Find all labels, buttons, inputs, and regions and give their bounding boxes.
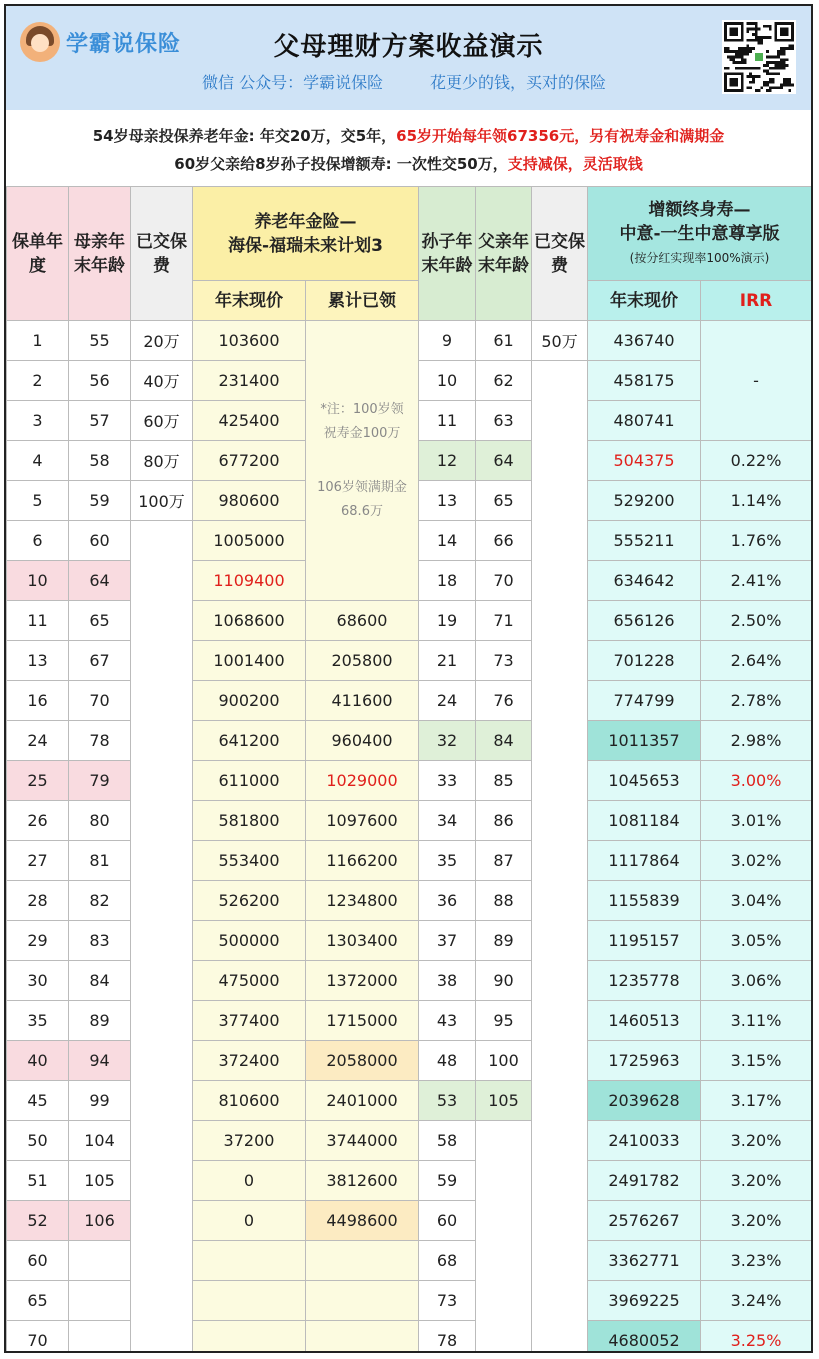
cell-life-cash-value: 3362771 xyxy=(588,1241,701,1281)
cell-irr: 3.05% xyxy=(701,921,812,961)
cell-father-age: 70 xyxy=(476,561,532,601)
cell-policy-year: 2 xyxy=(7,361,69,401)
cell-annuity-cash-value: 372400 xyxy=(193,1041,306,1081)
cell-grandson-age: 11 xyxy=(419,401,476,441)
intro-line-1-highlight: 65岁开始每年领67356元，另有祝寿金和满期金 xyxy=(396,127,725,145)
cell-annuity-cumulative: 3744000 xyxy=(306,1121,419,1161)
cell-life-cash-value: 656126 xyxy=(588,601,701,641)
cell-policy-year: 52 xyxy=(7,1201,69,1241)
cell-grandson-age: 34 xyxy=(419,801,476,841)
cell-life-cash-value: 2576267 xyxy=(588,1201,701,1241)
table-row xyxy=(7,1041,812,1081)
cell-policy-year: 25 xyxy=(7,761,69,801)
cell-irr: 2.98% xyxy=(701,721,812,761)
cell-life-cash-value: 774799 xyxy=(588,681,701,721)
cell-irr-dash: - xyxy=(701,321,812,441)
cell-mother-age: 80 xyxy=(69,801,131,841)
table-row xyxy=(7,1201,812,1241)
cell-annuity-cash-value: 475000 xyxy=(193,961,306,1001)
cell-annuity-cash-value xyxy=(193,1321,306,1354)
cell-life-cash-value: 480741 xyxy=(588,401,701,441)
cell-mother-age: 60 xyxy=(69,521,131,561)
cell-father-age: 62 xyxy=(476,361,532,401)
cell-mother-age: 56 xyxy=(69,361,131,401)
intro-line-1-text: 54岁母亲投保养老年金: 年交20万，交5年， xyxy=(92,127,397,145)
cell-annuity-cash-value xyxy=(193,1241,306,1281)
cell-policy-year: 35 xyxy=(7,1001,69,1041)
cell-annuity-cumulative: 1097600 xyxy=(306,801,419,841)
cell-irr: 3.17% xyxy=(701,1081,812,1121)
cell-grandson-age: 14 xyxy=(419,521,476,561)
table-row xyxy=(7,1081,812,1121)
cell-life-cash-value: 1081184 xyxy=(588,801,701,841)
cell-grandson-age: 36 xyxy=(419,881,476,921)
cell-annuity-cash-value: 1005000 xyxy=(193,521,306,561)
cell-annuity-cash-value: 611000 xyxy=(193,761,306,801)
table-row xyxy=(7,1121,812,1161)
header-father-age: 父亲年末年龄 xyxy=(476,187,532,321)
cell-annuity-cumulative: 205800 xyxy=(306,641,419,681)
cell-father-age: 65 xyxy=(476,481,532,521)
cell-annuity-note xyxy=(306,321,419,601)
cell-grandson-age: 12 xyxy=(419,441,476,481)
cell-irr: 3.02% xyxy=(701,841,812,881)
header-paid-premium-2: 已交保费 xyxy=(532,187,588,321)
cell-irr: 3.20% xyxy=(701,1161,812,1201)
cell-policy-year: 30 xyxy=(7,961,69,1001)
cell-mother-age: 99 xyxy=(69,1081,131,1121)
cell-mother-age xyxy=(69,1241,131,1281)
cell-irr: 3.01% xyxy=(701,801,812,841)
cell-life-cash-value: 701228 xyxy=(588,641,701,681)
cell-mother-age: 84 xyxy=(69,961,131,1001)
cell-grandson-age: 37 xyxy=(419,921,476,961)
table-row xyxy=(7,1161,812,1201)
cell-annuity-cash-value: 500000 xyxy=(193,921,306,961)
cell-annuity-cash-value: 581800 xyxy=(193,801,306,841)
cell-father-age: 89 xyxy=(476,921,532,961)
cell-father-age: 105 xyxy=(476,1081,532,1121)
cell-life-cash-value: 2491782 xyxy=(588,1161,701,1201)
cell-father-age: 87 xyxy=(476,841,532,881)
cell-mother-age: 70 xyxy=(69,681,131,721)
cell-life-cash-value: 529200 xyxy=(588,481,701,521)
cell-grandson-age: 53 xyxy=(419,1081,476,1121)
cell-grandson-age: 73 xyxy=(419,1281,476,1321)
cell-father-age: 90 xyxy=(476,961,532,1001)
cell-irr: 2.41% xyxy=(701,561,812,601)
cell-grandson-age: 13 xyxy=(419,481,476,521)
table-row xyxy=(7,1321,812,1354)
cell-annuity-cumulative xyxy=(306,1281,419,1321)
cell-mother-age: 78 xyxy=(69,721,131,761)
cell-annuity-cash-value: 810600 xyxy=(193,1081,306,1121)
cell-annuity-cash-value: 0 xyxy=(193,1161,306,1201)
cell-paid-premium-1: 20万 xyxy=(131,321,193,361)
table-row xyxy=(7,921,812,961)
cell-mother-age: 94 xyxy=(69,1041,131,1081)
cell-father-age-empty xyxy=(476,1121,532,1354)
cell-father-age: 88 xyxy=(476,881,532,921)
cell-grandson-age: 32 xyxy=(419,721,476,761)
benefit-table xyxy=(6,186,812,1353)
cell-annuity-cash-value: 1001400 xyxy=(193,641,306,681)
cell-irr: 2.78% xyxy=(701,681,812,721)
life-title-line1: 增额终身寿— xyxy=(648,199,751,220)
cell-grandson-age: 78 xyxy=(419,1321,476,1354)
cell-life-cash-value: 436740 xyxy=(588,321,701,361)
cell-life-cash-value: 555211 xyxy=(588,521,701,561)
intro-line-2-highlight: 支持减保，灵活取钱 xyxy=(507,155,643,173)
cell-mother-age: 105 xyxy=(69,1161,131,1201)
table-row xyxy=(7,881,812,921)
cell-policy-year: 26 xyxy=(7,801,69,841)
cell-irr: 2.64% xyxy=(701,641,812,681)
header-life-cash-value: 年末现价 xyxy=(588,281,701,321)
table-row xyxy=(7,321,812,361)
cell-irr: 3.23% xyxy=(701,1241,812,1281)
brand-name: 学霸说保险 xyxy=(66,31,182,57)
cell-life-cash-value: 504375 xyxy=(588,441,701,481)
cell-annuity-cash-value: 641200 xyxy=(193,721,306,761)
cell-annuity-cash-value: 677200 xyxy=(193,441,306,481)
cell-irr: 3.11% xyxy=(701,1001,812,1041)
table-row xyxy=(7,721,812,761)
cell-mother-age: 59 xyxy=(69,481,131,521)
cell-paid-premium-1-empty xyxy=(131,521,193,1354)
cell-policy-year: 27 xyxy=(7,841,69,881)
cell-annuity-cumulative: 2058000 xyxy=(306,1041,419,1081)
cell-annuity-cash-value: 0 xyxy=(193,1201,306,1241)
cell-mother-age xyxy=(69,1321,131,1354)
table-row xyxy=(7,841,812,881)
cell-paid-premium-1: 60万 xyxy=(131,401,193,441)
table-row xyxy=(7,681,812,721)
cell-grandson-age: 48 xyxy=(419,1041,476,1081)
cell-grandson-age: 58 xyxy=(419,1121,476,1161)
cell-annuity-cash-value: 900200 xyxy=(193,681,306,721)
annuity-title-line1: 养老年金险— xyxy=(254,211,357,232)
table-row xyxy=(7,961,812,1001)
cell-grandson-age: 38 xyxy=(419,961,476,1001)
table-row xyxy=(7,1001,812,1041)
cell-paid-premium-2: 50万 xyxy=(532,321,588,361)
cell-life-cash-value: 634642 xyxy=(588,561,701,601)
cell-irr: 1.76% xyxy=(701,521,812,561)
intro-line-2 xyxy=(6,150,811,178)
header-policy-year: 保单年度 xyxy=(7,187,69,321)
cell-paid-premium-1: 80万 xyxy=(131,441,193,481)
page-frame xyxy=(4,4,813,1353)
header-paid-premium-1: 已交保费 xyxy=(131,187,193,321)
intro-line-2-text: 60岁父亲给8岁孙子投保增额寿: 一次性交50万， xyxy=(174,155,508,173)
page-title: 父母理财方案收益演示 xyxy=(273,32,544,62)
cell-policy-year: 65 xyxy=(7,1281,69,1321)
cell-annuity-cash-value: 526200 xyxy=(193,881,306,921)
cell-life-cash-value: 1045653 xyxy=(588,761,701,801)
cell-annuity-cumulative: 1166200 xyxy=(306,841,419,881)
cell-life-cash-value: 1155839 xyxy=(588,881,701,921)
cell-life-cash-value: 3969225 xyxy=(588,1281,701,1321)
cell-mother-age: 82 xyxy=(69,881,131,921)
cell-annuity-cash-value: 377400 xyxy=(193,1001,306,1041)
cell-life-cash-value: 1011357 xyxy=(588,721,701,761)
cell-life-cash-value: 4680052 xyxy=(588,1321,701,1354)
cell-mother-age: 83 xyxy=(69,921,131,961)
header-irr: IRR xyxy=(701,281,812,321)
cell-annuity-cash-value: 37200 xyxy=(193,1121,306,1161)
cell-irr: 3.20% xyxy=(701,1201,812,1241)
cell-annuity-cash-value: 553400 xyxy=(193,841,306,881)
note-maturity-benefit: 106岁领满期金68.6万 xyxy=(317,479,407,519)
cell-irr: 3.24% xyxy=(701,1281,812,1321)
cell-grandson-age: 9 xyxy=(419,321,476,361)
cell-annuity-cumulative: 1715000 xyxy=(306,1001,419,1041)
cell-annuity-cash-value: 980600 xyxy=(193,481,306,521)
cell-annuity-cumulative: 411600 xyxy=(306,681,419,721)
cell-life-cash-value: 2039628 xyxy=(588,1081,701,1121)
annuity-title-line2: 海保-福瑞未来计划3 xyxy=(228,235,383,256)
cell-policy-year: 51 xyxy=(7,1161,69,1201)
cell-annuity-cumulative: 960400 xyxy=(306,721,419,761)
cell-grandson-age: 18 xyxy=(419,561,476,601)
cell-grandson-age: 10 xyxy=(419,361,476,401)
header-annuity-cumulative: 累计已领 xyxy=(306,281,419,321)
cell-irr: 2.50% xyxy=(701,601,812,641)
cell-annuity-cash-value: 1068600 xyxy=(193,601,306,641)
intro xyxy=(6,114,811,178)
cell-policy-year: 16 xyxy=(7,681,69,721)
header-annuity-product xyxy=(193,187,419,281)
qr-code-icon[interactable] xyxy=(722,20,796,94)
cell-life-cash-value: 1460513 xyxy=(588,1001,701,1041)
cell-father-age: 66 xyxy=(476,521,532,561)
cell-father-age: 85 xyxy=(476,761,532,801)
cell-irr: 3.20% xyxy=(701,1121,812,1161)
cell-irr: 3.00% xyxy=(701,761,812,801)
table-row xyxy=(7,1241,812,1281)
cell-mother-age: 55 xyxy=(69,321,131,361)
cell-grandson-age: 68 xyxy=(419,1241,476,1281)
cell-life-cash-value: 1195157 xyxy=(588,921,701,961)
page-header xyxy=(6,6,811,110)
cell-policy-year: 3 xyxy=(7,401,69,441)
cell-policy-year: 60 xyxy=(7,1241,69,1281)
cell-policy-year: 40 xyxy=(7,1041,69,1081)
cell-grandson-age: 19 xyxy=(419,601,476,641)
cell-annuity-cash-value xyxy=(193,1281,306,1321)
cell-policy-year: 29 xyxy=(7,921,69,961)
cell-policy-year: 70 xyxy=(7,1321,69,1354)
cell-life-cash-value: 458175 xyxy=(588,361,701,401)
cell-irr: 3.15% xyxy=(701,1041,812,1081)
header-life-product xyxy=(588,187,812,281)
cell-policy-year: 4 xyxy=(7,441,69,481)
cell-mother-age: 79 xyxy=(69,761,131,801)
cell-annuity-cumulative: 3812600 xyxy=(306,1161,419,1201)
cell-father-age: 73 xyxy=(476,641,532,681)
cell-life-cash-value: 1117864 xyxy=(588,841,701,881)
table-row xyxy=(7,761,812,801)
cell-policy-year: 45 xyxy=(7,1081,69,1121)
cell-grandson-age: 43 xyxy=(419,1001,476,1041)
cell-policy-year: 10 xyxy=(7,561,69,601)
cell-annuity-cumulative: 4498600 xyxy=(306,1201,419,1241)
cell-mother-age: 65 xyxy=(69,601,131,641)
cell-mother-age: 104 xyxy=(69,1121,131,1161)
life-title-line3: (按分红实现率100%演示) xyxy=(629,250,770,265)
cell-annuity-cumulative: 1303400 xyxy=(306,921,419,961)
cell-grandson-age: 59 xyxy=(419,1161,476,1201)
wechat-account: 微信 公众号：学霸说保险 xyxy=(202,73,384,92)
life-title-line2: 中意-一生中意尊享版 xyxy=(619,223,780,244)
motto: 花更少的钱，买对的保险 xyxy=(430,73,607,92)
cell-annuity-cumulative xyxy=(306,1241,419,1281)
cell-paid-premium-1: 40万 xyxy=(131,361,193,401)
cell-grandson-age: 33 xyxy=(419,761,476,801)
cell-annuity-cumulative: 1372000 xyxy=(306,961,419,1001)
cell-policy-year: 6 xyxy=(7,521,69,561)
header-grandson-age: 孙子年末年龄 xyxy=(419,187,476,321)
cell-policy-year: 28 xyxy=(7,881,69,921)
cell-father-age: 76 xyxy=(476,681,532,721)
cell-grandson-age: 60 xyxy=(419,1201,476,1241)
cell-grandson-age: 21 xyxy=(419,641,476,681)
cell-mother-age: 106 xyxy=(69,1201,131,1241)
cell-life-cash-value: 2410033 xyxy=(588,1121,701,1161)
cell-mother-age: 81 xyxy=(69,841,131,881)
cell-annuity-cumulative: 68600 xyxy=(306,601,419,641)
cell-grandson-age: 24 xyxy=(419,681,476,721)
cell-irr: 1.14% xyxy=(701,481,812,521)
table-row xyxy=(7,601,812,641)
cell-father-age: 86 xyxy=(476,801,532,841)
intro-line-1 xyxy=(6,122,811,150)
cell-paid-premium-2-empty xyxy=(532,361,588,1354)
cell-mother-age xyxy=(69,1281,131,1321)
cell-grandson-age: 35 xyxy=(419,841,476,881)
cell-mother-age: 57 xyxy=(69,401,131,441)
cell-life-cash-value: 1725963 xyxy=(588,1041,701,1081)
cell-annuity-cash-value: 425400 xyxy=(193,401,306,441)
cell-father-age: 100 xyxy=(476,1041,532,1081)
table-row xyxy=(7,1281,812,1321)
table-row xyxy=(7,801,812,841)
table-row xyxy=(7,641,812,681)
cell-irr: 3.06% xyxy=(701,961,812,1001)
cell-mother-age: 58 xyxy=(69,441,131,481)
cell-father-age: 95 xyxy=(476,1001,532,1041)
cell-annuity-cash-value: 103600 xyxy=(193,321,306,361)
header-mother-age: 母亲年末年龄 xyxy=(69,187,131,321)
cell-mother-age: 64 xyxy=(69,561,131,601)
cell-father-age: 84 xyxy=(476,721,532,761)
cell-life-cash-value: 1235778 xyxy=(588,961,701,1001)
header-annuity-cash-value: 年末现价 xyxy=(193,281,306,321)
cell-annuity-cumulative: 1029000 xyxy=(306,761,419,801)
cell-annuity-cumulative xyxy=(306,1321,419,1354)
cell-policy-year: 13 xyxy=(7,641,69,681)
cell-annuity-cash-value: 1109400 xyxy=(193,561,306,601)
cell-father-age: 64 xyxy=(476,441,532,481)
note-birthday-benefit: *注：100岁领祝寿金100万 xyxy=(320,401,404,441)
cell-policy-year: 11 xyxy=(7,601,69,641)
cell-father-age: 63 xyxy=(476,401,532,441)
cell-policy-year: 24 xyxy=(7,721,69,761)
cell-annuity-cumulative: 2401000 xyxy=(306,1081,419,1121)
cell-father-age: 71 xyxy=(476,601,532,641)
cell-annuity-cash-value: 231400 xyxy=(193,361,306,401)
cell-father-age: 61 xyxy=(476,321,532,361)
cell-annuity-cumulative: 1234800 xyxy=(306,881,419,921)
cell-policy-year: 5 xyxy=(7,481,69,521)
cell-policy-year: 50 xyxy=(7,1121,69,1161)
cell-paid-premium-1: 100万 xyxy=(131,481,193,521)
cell-mother-age: 67 xyxy=(69,641,131,681)
cell-irr: 3.25% xyxy=(701,1321,812,1354)
cell-irr: 3.04% xyxy=(701,881,812,921)
cell-policy-year: 1 xyxy=(7,321,69,361)
cell-irr: 0.22% xyxy=(701,441,812,481)
cell-mother-age: 89 xyxy=(69,1001,131,1041)
